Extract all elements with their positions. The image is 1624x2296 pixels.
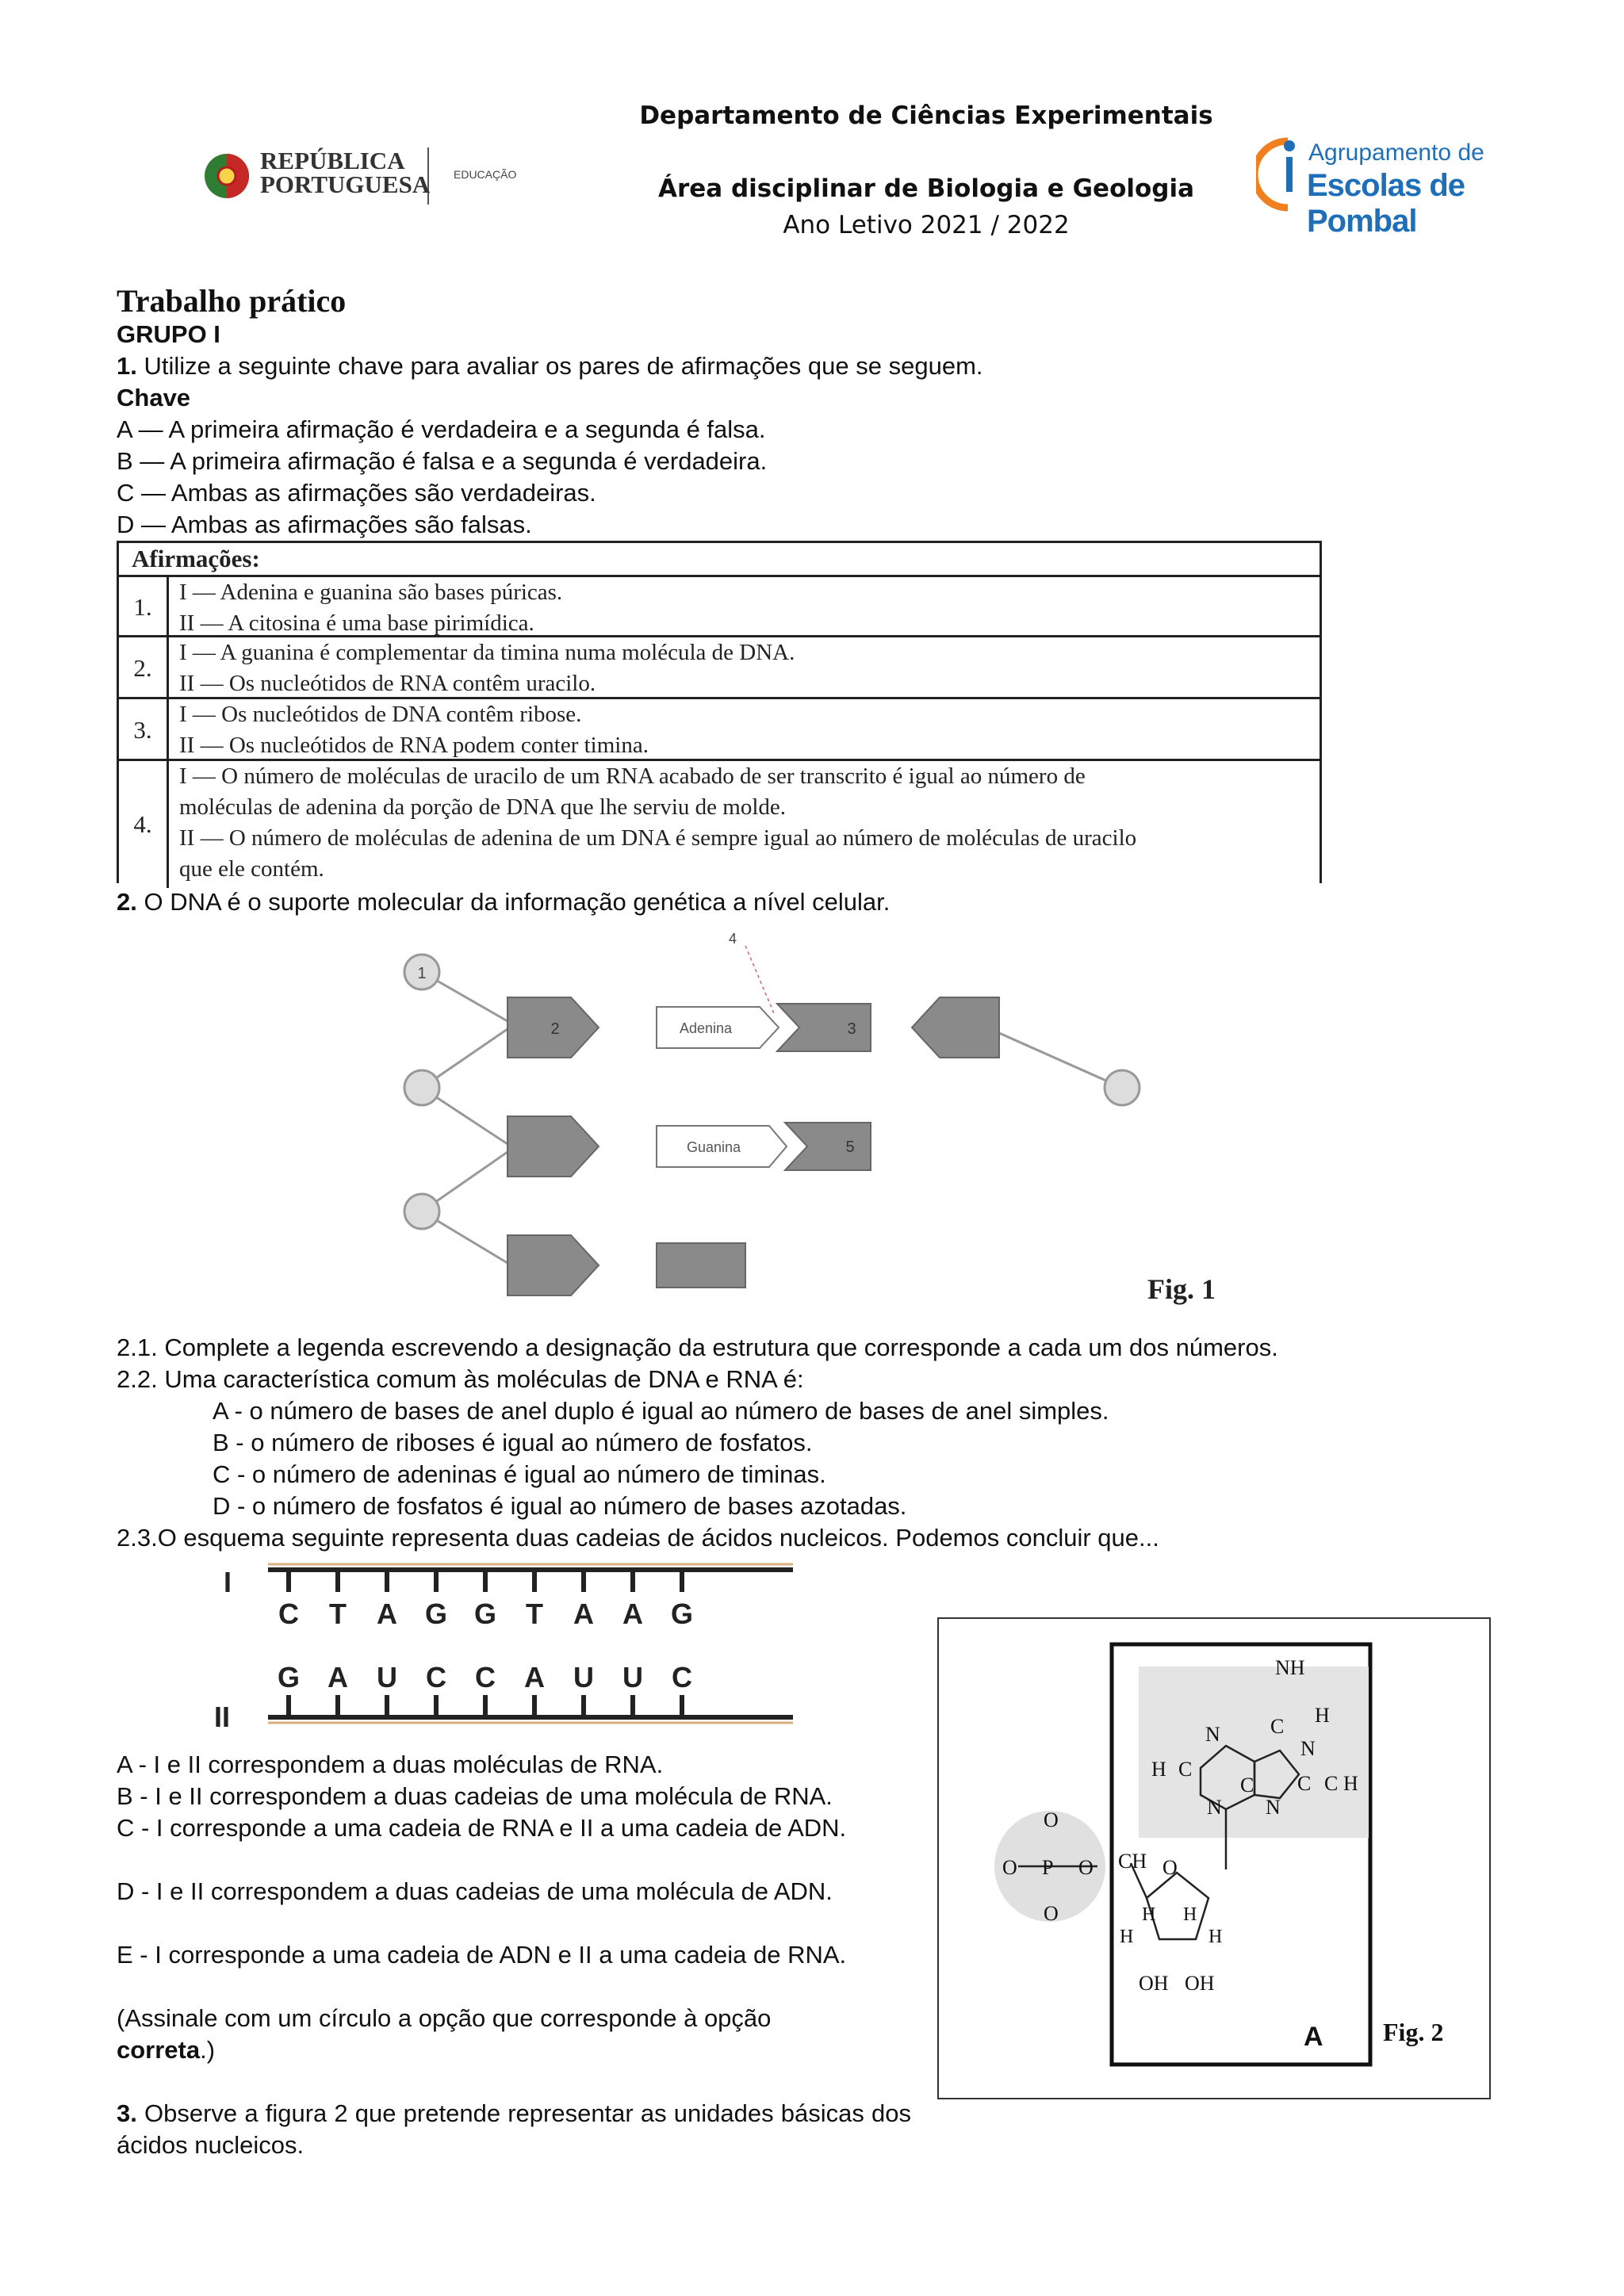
phosphate-circle [404, 1194, 439, 1229]
strand-1-base: G [670, 1598, 694, 1630]
row-number: 2. [119, 637, 169, 699]
statement-line: II — Os nucleótidos de RNA contêm uracilo. [179, 671, 596, 696]
q23-option: A - I e II correspondem a duas moléculas de RNA. [117, 1751, 664, 1778]
statement-line: II — O número de moléculas de adenina de um DNA é sempre igual ao número de moléculas de uracilo [179, 825, 1137, 851]
strand-1-base: C [278, 1598, 299, 1630]
area-title: Área disciplinar de Biologia e Geologia [657, 174, 1195, 203]
phosphate-circle [1105, 1070, 1139, 1105]
figure-1-dna-diagram [373, 926, 1245, 1314]
atom: NH [1275, 1656, 1305, 1679]
nucleic-acid-strands [206, 1560, 809, 1735]
atom: H [1315, 1704, 1330, 1727]
key-item: C — Ambas as afirmações são verdadeiras. [117, 479, 596, 507]
atom: H [1343, 1772, 1358, 1795]
base-shape [657, 1243, 745, 1288]
q22-option: B - o número de riboses é igual ao número de fosfatos. [213, 1429, 813, 1456]
row-number: 1. [119, 577, 169, 637]
strand-label: I [224, 1566, 232, 1598]
fig1-caption: Fig. 1 [1147, 1273, 1216, 1305]
group-heading: GRUPO I [117, 320, 220, 348]
strand-1-base: G [424, 1598, 448, 1630]
instruction-end: .) [200, 2036, 216, 2064]
table-title: Afirmações: [132, 545, 260, 572]
instruction [117, 2003, 771, 2066]
statement-line: I — Adenina e guanina são bases púricas. [179, 580, 563, 605]
strand-1-base: A [622, 1598, 643, 1630]
q22-option: C - o número de adeninas é igual ao número de timinas. [213, 1460, 826, 1488]
question-2-2: 2.2. Uma característica comum às moléculas de DNA e RNA é: [117, 1365, 804, 1393]
table-row [119, 759, 1320, 888]
question-1 [117, 350, 983, 382]
atom: O [1078, 1856, 1094, 1879]
fig1-base-label: Adenina [679, 1020, 733, 1036]
statement-line: I — A guanina é complementar da timina numa molécula de DNA. [179, 640, 795, 665]
atom: OH [1139, 1972, 1169, 1995]
atom: O [1044, 1808, 1059, 1831]
table-row [119, 635, 1320, 699]
statement-line: II — A citosina é uma base pirimídica. [179, 610, 534, 636]
key-item: B — A primeira afirmação é falsa e a segunda é verdadeira. [117, 447, 768, 475]
strand-1-base: T [329, 1598, 347, 1630]
fig1-label: 3 [847, 1020, 856, 1038]
atom: C [1270, 1715, 1285, 1738]
department-title: Departamento de Ciências Experimentais [639, 101, 1213, 130]
q23-option: D - I e II correspondem a duas cadeias de uma molécula de ADN. [117, 1877, 833, 1905]
statement-line: I — Os nucleótidos de DNA contêm ribose. [179, 702, 582, 727]
atom: CH [1118, 1850, 1147, 1873]
label-4-pointer [745, 946, 774, 1013]
question-3-text: Observe a figura 2 que pretende representar as unidades básicas dos ácidos nucleicos. [117, 2099, 911, 2159]
table-row [119, 575, 1320, 637]
strand-2-base: U [622, 1661, 643, 1693]
nucleotide-structure [939, 1619, 1489, 2098]
backbone-bond [999, 1033, 1122, 1088]
atom: N [1207, 1796, 1222, 1819]
sugar-pentagon [508, 1116, 599, 1177]
strand-1-base: A [573, 1598, 594, 1630]
logo-left-line2: PORTUGUESA [260, 170, 431, 198]
q23-option: C - I corresponde a uma cadeia de RNA e II a uma cadeia de ADN. [117, 1814, 847, 1842]
statement-line: moléculas de adenina da porção de DNA que lhe serviu de molde. [179, 794, 787, 820]
instruction-text: (Assinale com um círculo a opção que corresponde à opção [117, 2004, 772, 2032]
pombal-emblem-icon [1256, 135, 1304, 214]
atom: C [1178, 1758, 1193, 1781]
question-3 [117, 2098, 911, 2161]
strand-2-base: C [475, 1661, 496, 1693]
atom: P [1042, 1856, 1054, 1879]
strand-2-base: C [426, 1661, 446, 1693]
strand-2-base: A [327, 1661, 348, 1693]
page-title: Trabalho prático [117, 283, 347, 319]
logo-right-line1: Agrupamento de [1308, 140, 1484, 166]
strand-label: II [214, 1701, 231, 1733]
question-2-3: 2.3.O esquema seguinte representa duas cadeias de ácidos nucleicos. Podemos concluir que... [117, 1524, 1159, 1552]
logo-republica [198, 140, 523, 211]
fig1-label: 5 [845, 1138, 855, 1156]
strand-1-base: G [473, 1598, 497, 1630]
table-row [119, 697, 1320, 761]
atom: OH [1185, 1972, 1215, 1995]
question-2 [117, 886, 890, 918]
q23-option: B - I e II correspondem a duas cadeias de uma molécula de RNA. [117, 1782, 833, 1810]
strand-2-base: G [277, 1661, 301, 1693]
strand-2-base: U [573, 1661, 594, 1693]
statement-line: que ele contém. [179, 856, 324, 882]
instruction-emphasis: correta [117, 2036, 201, 2064]
logo-left-line1: REPÚBLICA [260, 147, 405, 174]
fig2-label: A [1304, 2022, 1323, 2052]
row-number: 3. [119, 699, 169, 761]
statement-line: II — Os nucleótidos de RNA podem conter timina. [179, 733, 649, 758]
row-number: 4. [119, 761, 169, 888]
strand-2-base: C [672, 1661, 692, 1693]
strand-2-base: A [524, 1661, 545, 1693]
question-2-text: O DNA é o suporte molecular da informação genética a nível celular. [136, 888, 891, 916]
statement-line: I — O número de moléculas de uracilo de um RNA acabado de ser transcrito é igual ao número de [179, 763, 1086, 789]
q22-option: A - o número de bases de anel duplo é igual ao número de bases de anel simples. [213, 1397, 1109, 1425]
atom: C [1324, 1772, 1339, 1795]
fig2-caption: Fig. 2 [1383, 2018, 1444, 2046]
atom: C [1240, 1774, 1254, 1797]
fig1-base-label: Guanina [686, 1139, 741, 1155]
base-shape [785, 1123, 871, 1170]
atom: H [1208, 1927, 1223, 1947]
question-2-number: 2. [117, 888, 137, 916]
strand-1-base: A [377, 1598, 397, 1630]
fig1-label: 4 [728, 931, 737, 947]
atom: O [1002, 1856, 1017, 1879]
atom: O [1162, 1856, 1178, 1879]
atom: C [1297, 1772, 1312, 1795]
question-1-text: Utilize a seguinte chave para avaliar os pares de afirmações que se seguem. [136, 352, 983, 380]
question-3-number: 3. [117, 2099, 137, 2127]
question-1-number: 1. [117, 352, 137, 380]
key-item: D — Ambas as afirmações são falsas. [117, 511, 532, 538]
atom: O [1044, 1902, 1059, 1925]
atom: N [1266, 1796, 1281, 1819]
fig1-label: 1 [417, 965, 427, 982]
question-2-1: 2.1. Complete a legenda escrevendo a designação da estrutura que corresponde a cada um dos números. [117, 1334, 1278, 1361]
phosphate-circle [404, 1070, 439, 1105]
key-item: A — A primeira afirmação é verdadeira e a segunda é falsa. [117, 415, 766, 443]
strand-1-base: T [526, 1598, 543, 1630]
school-year: Ano Letivo 2021 / 2022 [783, 211, 1070, 239]
atom: N [1205, 1723, 1220, 1746]
base-shape [777, 1004, 871, 1051]
atom: H [1151, 1758, 1166, 1781]
logo-left-sub: EDUCAÇÃO [454, 168, 517, 181]
logo-right-line2: Escolas de Pombal [1307, 168, 1465, 239]
strand-2-base: U [377, 1661, 397, 1693]
statements-table [117, 541, 1322, 883]
q22-option: D - o número de fosfatos é igual ao número de bases azotadas. [213, 1492, 907, 1520]
sugar-pentagon [912, 997, 999, 1058]
key-label: Chave [117, 384, 191, 411]
atom: H [1142, 1904, 1156, 1925]
logo-pombal [1256, 135, 1526, 239]
atom: N [1300, 1737, 1316, 1760]
fig1-label: 2 [550, 1020, 560, 1038]
base-highlight [1139, 1667, 1369, 1838]
q23-option: E - I corresponde a uma cadeia de ADN e II a uma cadeia de RNA. [117, 1941, 847, 1969]
atom: H [1120, 1927, 1134, 1947]
sugar-pentagon [508, 1235, 599, 1295]
atom: H [1183, 1904, 1197, 1925]
ribose-ring [1147, 1873, 1208, 1939]
figure-2-box [937, 1617, 1491, 2099]
